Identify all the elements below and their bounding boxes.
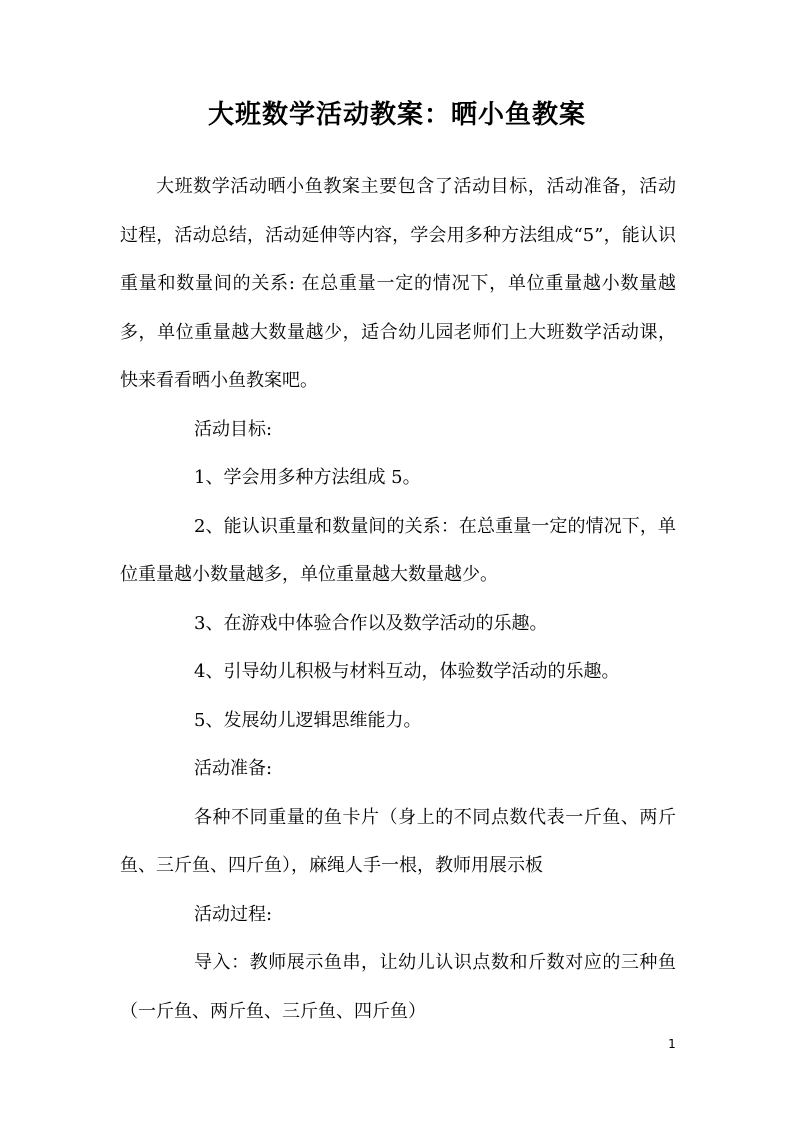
goal-item-2: 2、能认识重量和数量间的关系：在总重量一定的情况下，单位重量越小数量越多，单位重量越大数量越少。 bbox=[120, 515, 676, 585]
prep-paragraph: 各种不同重量的鱼卡片（身上的不同点数代表一斤鱼、两斤鱼、三斤鱼、四斤鱼），麻绳人手一根，教师用展示板 bbox=[120, 806, 676, 876]
intro-paragraph: 大班数学活动晒小鱼教案主要包含了活动目标，活动准备，活动过程，活动总结，活动延伸等内容，学会用多种方法组成“5”，能认识重量和数量间的关系: 在总重量一定的情况下，单位重量越小数量越多，单位重量越大数量越少，适合幼儿园老师们上大班数学活动课，快来看看晒小鱼教案吧。 bbox=[120, 176, 676, 391]
goal-item-1: 1、学会用多种方法组成 5。 bbox=[194, 467, 421, 488]
goal-item-3: 3、在游戏中体验合作以及数学活动的乐趣。 bbox=[194, 612, 548, 634]
page-number: 1 bbox=[668, 1037, 676, 1051]
prep-heading: 活动准备: bbox=[194, 758, 273, 779]
goals-heading: 活动目标: bbox=[194, 418, 273, 440]
document-body bbox=[120, 163, 676, 1036]
process-paragraph: 导入：教师展示鱼串，让幼儿认识点数和斤数对应的三种鱼（一斤鱼、两斤鱼、三斤鱼、四斤鱼） bbox=[120, 952, 676, 1022]
goal-item-5: 5、发展幼儿逻辑思维能力。 bbox=[194, 709, 422, 731]
process-heading: 活动过程: bbox=[194, 903, 273, 925]
goal-item-4: 4、引导幼儿积极与材料互动，体验数学活动的乐趣。 bbox=[194, 661, 620, 682]
document-title: 大班数学活动教案：晒小鱼教案 bbox=[207, 100, 586, 130]
